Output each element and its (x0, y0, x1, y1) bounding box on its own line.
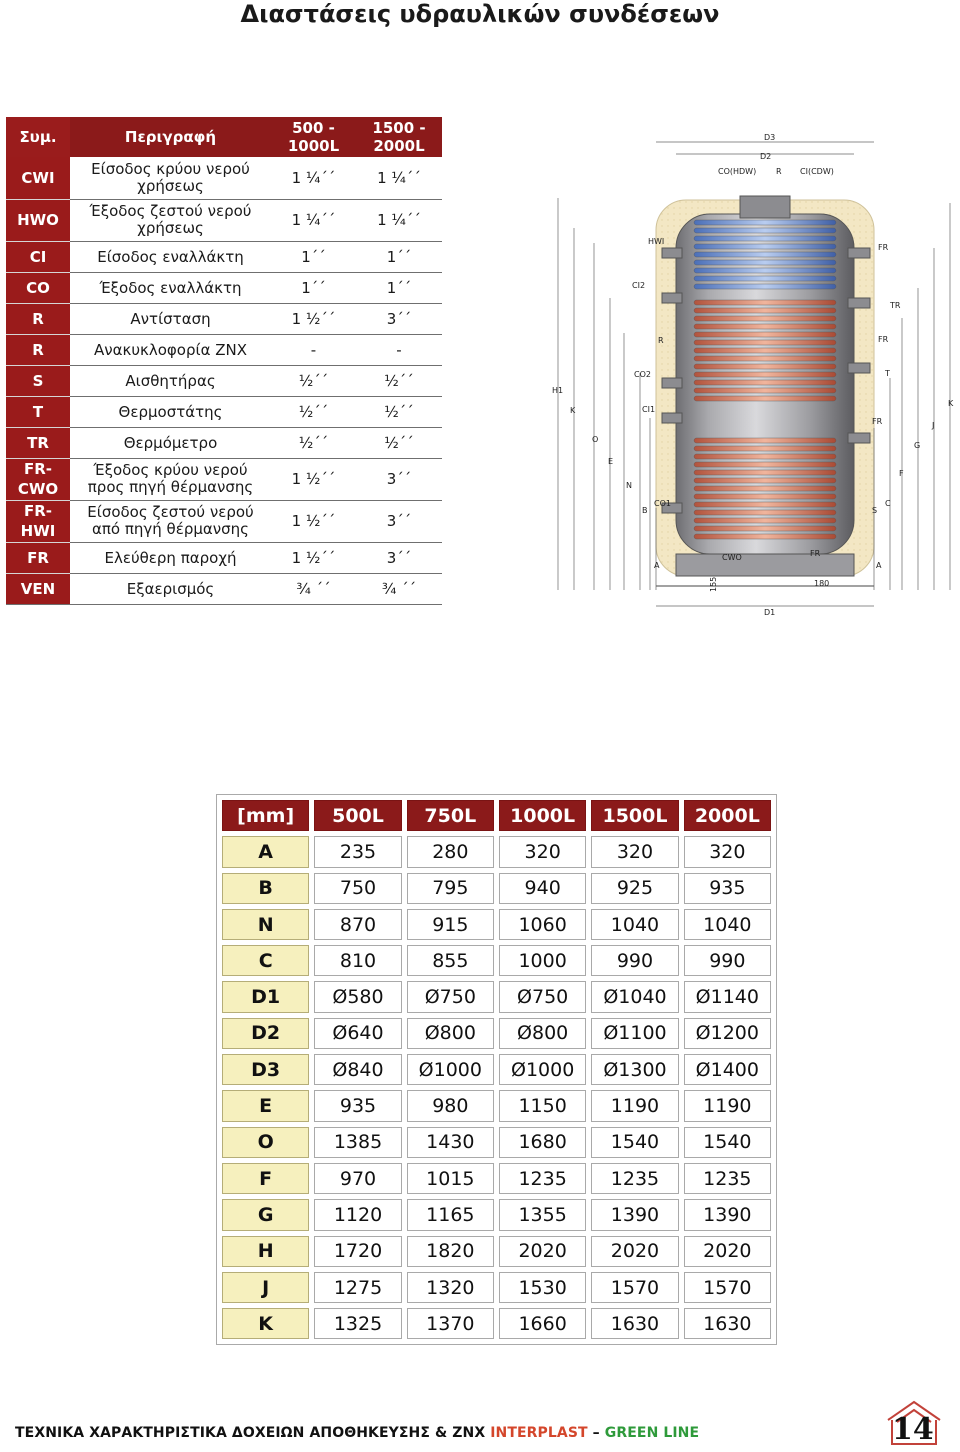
dimension-value: 970 (314, 1163, 401, 1194)
dimension-key: B (222, 873, 309, 904)
header-1500-2000: 1500 - 2000L (356, 117, 442, 157)
connections-table (6, 117, 442, 605)
connection-size-500-1000: 1΄΄ (271, 272, 356, 303)
dimension-value: 1570 (591, 1272, 678, 1303)
dimension-value: 1275 (314, 1272, 401, 1303)
connection-row (6, 199, 442, 241)
dimension-value: 1570 (684, 1272, 771, 1303)
dimension-value: 870 (314, 909, 401, 940)
dimension-row (222, 1127, 771, 1158)
connection-size-1500-2000: ½΄΄ (356, 427, 442, 458)
connection-size-1500-2000: 3΄΄ (356, 542, 442, 573)
connection-size-500-1000: ½΄΄ (271, 365, 356, 396)
dimension-value: 1235 (684, 1163, 771, 1194)
label-hwi: HWI (648, 237, 665, 246)
dimension-row (222, 1272, 771, 1303)
label-ci2: CI2 (632, 281, 646, 290)
dimension-value: 810 (314, 945, 401, 976)
connection-symbol: VEN (6, 573, 70, 604)
label-r-top: R (776, 167, 782, 176)
dimension-value: 1430 (407, 1127, 494, 1158)
connection-row (6, 241, 442, 272)
connection-row (6, 365, 442, 396)
coil-turn (694, 372, 836, 377)
connection-size-500-1000: 1 ½΄΄ (271, 542, 356, 573)
coil-turn (694, 284, 836, 289)
coil-turn (694, 388, 836, 393)
label-d3: D3 (764, 133, 776, 142)
coil-turn (694, 268, 836, 273)
connection-size-1500-2000: ½΄΄ (356, 365, 442, 396)
connection-symbol: CWI (6, 157, 70, 199)
dimension-value: Ø1300 (591, 1054, 678, 1085)
dimension-value: Ø1400 (684, 1054, 771, 1085)
connection-size-1500-2000: 3΄΄ (356, 458, 442, 500)
dimension-value: 1680 (499, 1127, 586, 1158)
coil-turn (694, 364, 836, 369)
dimension-key: C (222, 945, 309, 976)
dimension-value: 1390 (591, 1199, 678, 1230)
label-r-left: R (658, 336, 664, 345)
dimension-value: Ø800 (499, 1018, 586, 1049)
dimension-value: Ø1040 (591, 981, 678, 1012)
dimension-value: 1630 (684, 1308, 771, 1339)
connection-size-500-1000: 1΄΄ (271, 241, 356, 272)
dimension-value: 1040 (591, 909, 678, 940)
dimension-row (222, 873, 771, 904)
dimension-row (222, 1236, 771, 1267)
coil-turn (694, 340, 836, 345)
dimension-row (222, 1163, 771, 1194)
connection-size-500-1000: 1 ½΄΄ (271, 303, 356, 334)
label-n: N (626, 481, 632, 490)
tank-base (676, 554, 854, 576)
coil-turn (694, 316, 836, 321)
dimensions-table (216, 794, 777, 1345)
coil-turn (694, 244, 836, 249)
label-f: F (899, 469, 904, 478)
connection-description: Εξαερισμός (70, 573, 271, 604)
connection-symbol: R (6, 334, 70, 365)
dimension-value: 320 (591, 836, 678, 867)
connection-symbol: CO (6, 272, 70, 303)
connection-size-500-1000: ½΄΄ (271, 427, 356, 458)
coil-turn (694, 356, 836, 361)
label-c: C (885, 499, 891, 508)
dimension-value: 980 (407, 1090, 494, 1121)
dimension-value: 935 (314, 1090, 401, 1121)
label-fr-right-2: FR (878, 335, 889, 344)
connection-row (6, 272, 442, 303)
dimension-value: 855 (407, 945, 494, 976)
coil-turn (694, 260, 836, 265)
connection-row (6, 458, 442, 500)
page-title: Διαστάσεις υδραυλικών συνδέσεων (240, 0, 720, 28)
connection-description: Έξοδος ζεστού νερού χρήσεως (70, 199, 271, 241)
dimension-key: E (222, 1090, 309, 1121)
coil-turn (694, 494, 836, 499)
connection-size-1500-2000: 3΄΄ (356, 500, 442, 542)
coil-turn (694, 470, 836, 475)
coil-turn (694, 324, 836, 329)
label-dim-180: 180 (814, 579, 830, 588)
dimension-value: Ø640 (314, 1018, 401, 1049)
dimension-value: 1190 (684, 1090, 771, 1121)
connection-symbol: FR (6, 542, 70, 573)
dimension-value: Ø750 (407, 981, 494, 1012)
coil-turn (694, 308, 836, 313)
dimension-value: 1820 (407, 1236, 494, 1267)
dimension-value: 1385 (314, 1127, 401, 1158)
header-symbol: Συμ. (6, 117, 70, 157)
connection-symbol: S (6, 365, 70, 396)
connection-size-500-1000: 1 ¼΄΄ (271, 199, 356, 241)
dimension-row (222, 1054, 771, 1085)
connection-row (6, 303, 442, 334)
dimension-value: 2020 (684, 1236, 771, 1267)
dimension-value: 1015 (407, 1163, 494, 1194)
dimension-value: 990 (591, 945, 678, 976)
dimension-value: 1040 (684, 909, 771, 940)
coil-turn (694, 396, 836, 401)
dimension-value: Ø1000 (407, 1054, 494, 1085)
coil-turn (694, 478, 836, 483)
dimension-value: 1540 (684, 1127, 771, 1158)
header-2000l: 2000L (684, 800, 771, 831)
connection-description: Θερμόμετρο (70, 427, 271, 458)
coil-turn (694, 228, 836, 233)
label-a-left: A (654, 561, 660, 570)
dimension-value: 320 (684, 836, 771, 867)
coil-turn (694, 252, 836, 257)
dimension-value: 1000 (499, 945, 586, 976)
header-description: Περιγραφή (70, 117, 271, 157)
coil-turn (694, 220, 836, 225)
coil-turn (694, 380, 836, 385)
dimension-value: 280 (407, 836, 494, 867)
connection-symbol: FR-CWO (6, 458, 70, 500)
dimension-row (222, 1199, 771, 1230)
coil-turn (694, 526, 836, 531)
connection-description: Θερμοστάτης (70, 396, 271, 427)
connection-row (6, 573, 442, 604)
label-t: T (885, 369, 890, 378)
coil-turn (694, 446, 836, 451)
connection-description: Έξοδος κρύου νερού προς πηγή θέρμανσης (70, 458, 271, 500)
connection-description: Αντίσταση (70, 303, 271, 334)
connection-symbol: FR-HWI (6, 500, 70, 542)
dimension-value: 1150 (499, 1090, 586, 1121)
connection-size-500-1000: ¾ ΄΄ (271, 573, 356, 604)
dimension-value: 1390 (684, 1199, 771, 1230)
dimension-key: F (222, 1163, 309, 1194)
coil-turn (694, 462, 836, 467)
dimension-value: 1120 (314, 1199, 401, 1230)
label-j: J (932, 421, 935, 430)
coil-turn (694, 518, 836, 523)
label-cwo: CWO (722, 553, 742, 562)
connection-row (6, 542, 442, 573)
dimension-row (222, 981, 771, 1012)
label-fr-right-3: FR (872, 417, 883, 426)
label-a-right: A (876, 561, 882, 570)
dimension-row (222, 909, 771, 940)
coil-turn (694, 534, 836, 539)
label-ci1: CI1 (642, 405, 656, 414)
dimension-value: 1235 (499, 1163, 586, 1194)
dimension-key: A (222, 836, 309, 867)
dimension-row (222, 836, 771, 867)
header-1500l: 1500L (591, 800, 678, 831)
page-number: 14 (892, 1412, 934, 1447)
coil-turn (694, 502, 836, 507)
dimension-row (222, 945, 771, 976)
connection-row (6, 500, 442, 542)
coil-turn (694, 332, 836, 337)
connection-size-500-1000: - (271, 334, 356, 365)
connection-size-1500-2000: 1΄΄ (356, 272, 442, 303)
connection-size-1500-2000: ½΄΄ (356, 396, 442, 427)
connection-size-1500-2000: - (356, 334, 442, 365)
dimension-value: 935 (684, 873, 771, 904)
connection-size-1500-2000: 1 ¼΄΄ (356, 157, 442, 199)
dimension-value: 1540 (591, 1127, 678, 1158)
connection-size-500-1000: ½΄΄ (271, 396, 356, 427)
label-s: S (872, 506, 878, 515)
dimension-value: 940 (499, 873, 586, 904)
dimension-value: 1235 (591, 1163, 678, 1194)
label-b: B (642, 506, 648, 515)
coil-turn (694, 236, 836, 241)
connection-description: Αισθητήρας (70, 365, 271, 396)
dimension-key: D3 (222, 1054, 309, 1085)
dimension-value: 925 (591, 873, 678, 904)
connection-row (6, 157, 442, 199)
connection-size-1500-2000: 1 ¼΄΄ (356, 199, 442, 241)
dimension-value: 1630 (591, 1308, 678, 1339)
connections-header-row (6, 117, 442, 157)
dimension-value: 235 (314, 836, 401, 867)
connection-size-1500-2000: ¾ ΄΄ (356, 573, 442, 604)
connection-size-500-1000: 1 ½΄΄ (271, 500, 356, 542)
connection-size-1500-2000: 1΄΄ (356, 241, 442, 272)
coil-turn (694, 438, 836, 443)
dimension-row (222, 1308, 771, 1339)
connection-description: Έξοδος εναλλάκτη (70, 272, 271, 303)
dimensions-header-row (222, 800, 771, 831)
label-k-left: K (570, 406, 576, 415)
dimension-value: 2020 (499, 1236, 586, 1267)
label-fr-bottom: FR (810, 549, 821, 558)
dimension-value: 1720 (314, 1236, 401, 1267)
coil-turn (694, 486, 836, 491)
label-tr: TR (890, 301, 901, 310)
top-connection-ports (740, 196, 790, 218)
dimension-key: J (222, 1272, 309, 1303)
connection-size-1500-2000: 3΄΄ (356, 303, 442, 334)
header-1000l: 1000L (499, 800, 586, 831)
dimension-value: 1370 (407, 1308, 494, 1339)
dimension-row (222, 1018, 771, 1049)
dimension-value: 990 (684, 945, 771, 976)
dimension-value: 1320 (407, 1272, 494, 1303)
footer-text: ΤΕΧΝΙΚΑ ΧΑΡΑΚΤΗΡΙΣΤΙΚΑ ΔΟΧΕΙΩΝ ΑΠΟΘΗΚΕΥΣΗΣ & ΖΝΧ (15, 1425, 491, 1441)
dimension-value: 915 (407, 909, 494, 940)
label-co2: CO2 (634, 370, 651, 379)
label-dim-155: 155 (709, 576, 718, 592)
dimension-value: 1165 (407, 1199, 494, 1230)
dimension-value: 750 (314, 873, 401, 904)
label-e: E (608, 457, 614, 466)
label-ci-cdw: CI(CDW) (800, 167, 834, 176)
connection-description: Είσοδος ζεστού νερού από πηγή θέρμανσης (70, 500, 271, 542)
connection-symbol: TR (6, 427, 70, 458)
connection-row (6, 427, 442, 458)
connection-size-500-1000: 1 ¼΄΄ (271, 157, 356, 199)
header-500-1000: 500 - 1000L (271, 117, 356, 157)
connection-description: Ανακυκλοφορία ΖΝΧ (70, 334, 271, 365)
label-co1: CO1 (654, 499, 671, 508)
label-co-hdw: CO(HDW) (718, 167, 757, 176)
connection-symbol: T (6, 396, 70, 427)
coil-turn (694, 300, 836, 305)
label-d2: D2 (760, 152, 772, 161)
dimension-value: 1060 (499, 909, 586, 940)
dimension-value: 320 (499, 836, 586, 867)
label-o: O (592, 435, 599, 444)
dimension-value: 1190 (591, 1090, 678, 1121)
connection-description: Είσοδος κρύου νερού χρήσεως (70, 157, 271, 199)
connection-description: Ελεύθερη παροχή (70, 542, 271, 573)
blue-heat-exchanger-coil (694, 220, 836, 289)
connection-symbol: CI (6, 241, 70, 272)
connection-size-500-1000: 1 ½΄΄ (271, 458, 356, 500)
header-500l: 500L (314, 800, 401, 831)
label-fr-right-1: FR (878, 243, 889, 252)
connection-row (6, 396, 442, 427)
dimension-value: 795 (407, 873, 494, 904)
dimension-value: Ø1000 (499, 1054, 586, 1085)
label-k-right: K (948, 399, 954, 408)
connection-symbol: R (6, 303, 70, 334)
label-d1: D1 (764, 608, 776, 617)
footer-dash: – (587, 1425, 605, 1441)
side-connection-ports (662, 248, 682, 258)
label-h1: H1 (552, 386, 564, 395)
connection-symbol: HWO (6, 199, 70, 241)
connection-row (6, 334, 442, 365)
dimension-key: G (222, 1199, 309, 1230)
footer (15, 1425, 699, 1441)
dimension-key: D2 (222, 1018, 309, 1049)
coil-turn (694, 510, 836, 515)
header-mm: [mm] (222, 800, 309, 831)
tank-diagram (552, 128, 956, 618)
dimension-row (222, 1090, 771, 1121)
header-750l: 750L (407, 800, 494, 831)
dimension-value: 1660 (499, 1308, 586, 1339)
dimension-value: Ø750 (499, 981, 586, 1012)
dimension-key: O (222, 1127, 309, 1158)
label-g: G (914, 441, 921, 450)
dimension-value: 1530 (499, 1272, 586, 1303)
dimension-key: H (222, 1236, 309, 1267)
coil-turn (694, 454, 836, 459)
dimension-value: Ø840 (314, 1054, 401, 1085)
footer-product-line: GREEN LINE (604, 1425, 700, 1441)
dimension-value: Ø1100 (591, 1018, 678, 1049)
dimension-value: Ø580 (314, 981, 401, 1012)
dimension-key: K (222, 1308, 309, 1339)
dimension-key: D1 (222, 981, 309, 1012)
dimension-value: Ø1140 (684, 981, 771, 1012)
dimension-value: 2020 (591, 1236, 678, 1267)
dimension-value: Ø1200 (684, 1018, 771, 1049)
footer-brand: INTERPLAST (490, 1425, 588, 1441)
coil-turn (694, 348, 836, 353)
dimension-value: 1325 (314, 1308, 401, 1339)
connection-description: Είσοδος εναλλάκτη (70, 241, 271, 272)
coil-turn (694, 276, 836, 281)
dimension-value: Ø800 (407, 1018, 494, 1049)
dimension-key: N (222, 909, 309, 940)
dimension-value: 1355 (499, 1199, 586, 1230)
